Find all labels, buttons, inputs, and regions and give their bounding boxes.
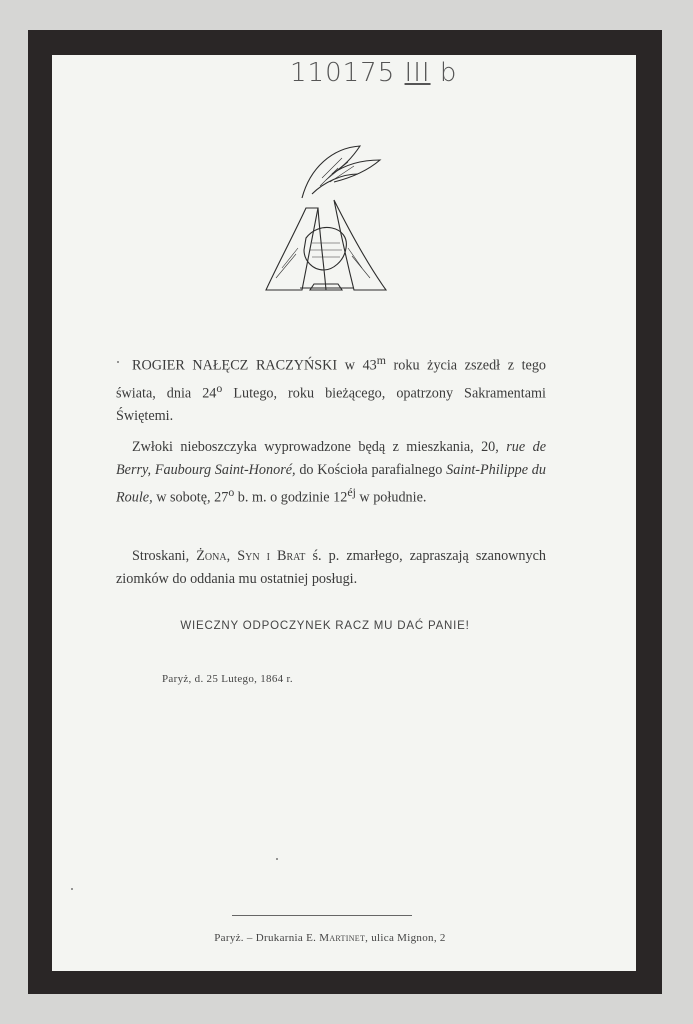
date-line: Paryż, d. 25 Lutego, 1864 r.: [162, 673, 293, 685]
deceased-name: ROGIER NAŁĘCZ RACZYŃSKI: [132, 357, 338, 374]
invitation-paragraph: Stroskani, Żona, Syn i Brat ś. p. zmarłego, zapraszają szanownych ziomków do oddania mu ostatniej posługi.: [116, 548, 546, 587]
speck: [276, 858, 278, 860]
inventory-mark: [290, 58, 460, 94]
prayer-line: WIECZNY ODPOCZYNEK RACZ MU DAĆ PANIE!: [180, 620, 470, 632]
divider: [232, 915, 412, 916]
death-notice-paragraph: ROGIER NAŁĘCZ RACZYŃSKI w 43$^m$ roku życia zszedł z tego świata, dnia 24$^o$ Lutego, roku bieżącego, opatrzony Sakramentami Świętemi.: [116, 353, 547, 425]
inventory-roman: III: [404, 58, 431, 88]
speck: [117, 361, 119, 363]
street-address: rue de Berry, Faubourg Saint-Honoré,: [116, 439, 546, 478]
printer-imprint: Paryż. – Drukarnia E. Martinet, ulica Mignon, 2: [214, 932, 446, 944]
mourning-urn-emblem-icon: [262, 138, 390, 298]
church-name: Saint-Philippe du Roule,: [116, 461, 546, 506]
funeral-details-paragraph: Zwłoki nieboszczyka wyprowadzone będą z mieszkania, 20, rue de Berry, Faubourg Saint-Honoré, do Kościoła parafialnego Saint-Philippe du Roule, w sobotę, 27$^o$ b. m. o godzinie $12^{éj}$ w południe.: [116, 439, 546, 506]
inventory-number: 110175: [290, 58, 396, 88]
inventory-suffix: b: [439, 58, 458, 88]
speck: [71, 888, 73, 890]
